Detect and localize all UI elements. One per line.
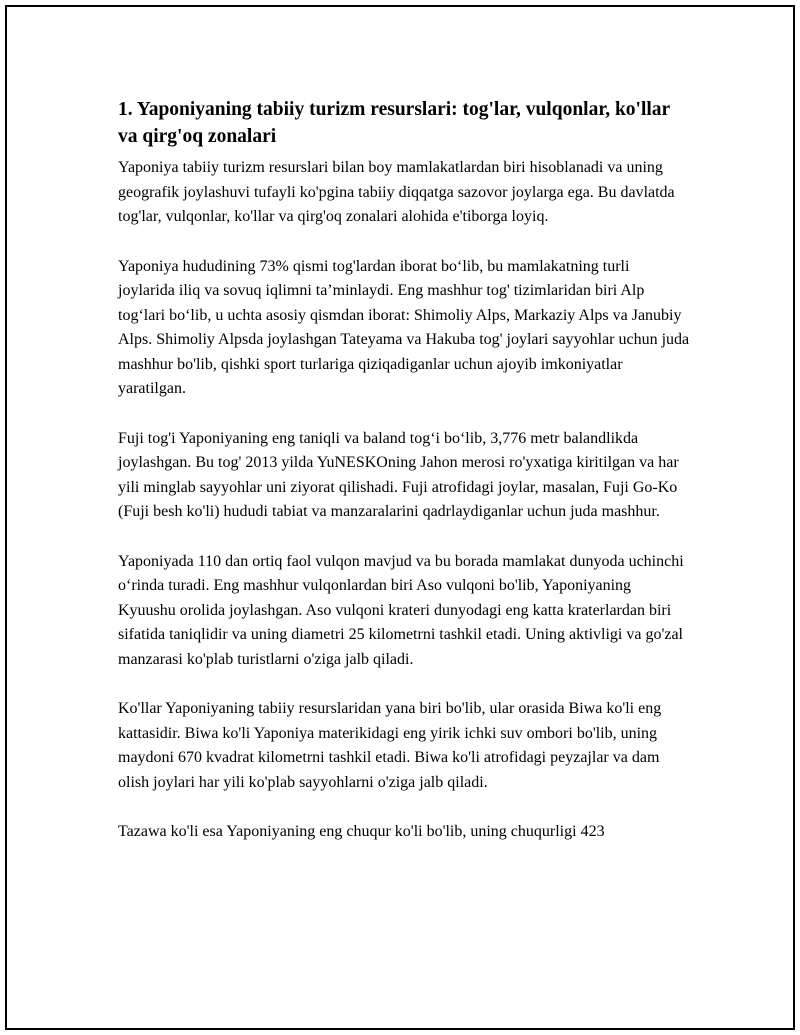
paragraph-volcanoes: Yaponiyada 110 dan ortiq faol vulqon mavjud va bu borada mamlakat dunyoda uchinchi o‘rinda turadi. Eng mashhur vulqonlardan biri Aso vulqoni bo'lib, Yaponiyaning Kyuushu orolida joylashgan. Aso vulqoni krateri dunyodagi eng katta kraterlardan biri sifatida taniqlidir va uning diametri 25 kilometrni tashkil etadi. Uning aktivligi va go'zal manzarasi ko'plab turistlarni o'ziga jalb qiladi.	[118, 552, 684, 668]
document-page	[5, 5, 795, 1030]
document-title: 1. Yaponiyaning tabiiy turizm resurslari: tog'lar, vulqonlar, ko'llar va qirg'oq zonalari	[118, 99, 670, 147]
paragraph-lake-tazawa: Tazawa ko'li esa Yaponiyaning eng chuqur ko'li bo'lib, uning chuqurligi 423	[118, 823, 605, 840]
paragraph-intro: Yaponiya tabiiy turizm resurslari bilan boy mamlakatlardan biri hisoblanadi va uning geografik joylashuvi tufayli ko'pgina tabiiy diqqatga sazovor joylarga ega. Bu davlatda tog'lar, vulqonlar, ko'llar va qirg'oq zonalari alohida e'tiborga loyiq.	[118, 159, 675, 225]
paragraph-mount-fuji: Fuji tog'i Yaponiyaning eng taniqli va baland tog‘i bo‘lib, 3,776 metr balandlikda joylashgan. Bu tog' 2013 yilda YuNESKOning Jahon merosi ro'yxatiga kiritilgan va har yili minglab sayyohlar uni ziyorat qilishadi. Fuji atrofidagi joylar, masalan, Fuji Go-Ko (Fuji besh ko'li) hududi tabiat va manzaralarini qadrlaydiganlar uchun juda mashhur.	[118, 429, 679, 520]
paragraph-lakes: Ko'llar Yaponiyaning tabiiy resurslaridan yana biri bo'lib, ular orasida Biwa ko'li eng kattasidir. Biwa ko'li Yaponiya materikidagi eng yirik ichki suv ombori bo'lib, uning maydoni 670 kvadrat kilometrni tashkil etadi. Biwa ko'li atrofidagi peyzajlar va dam olish joylari har yili ko'plab sayyohlarni o'ziga jalb qiladi.	[118, 700, 662, 791]
paragraph-mountains: Yaponiya hududining 73% qismi tog'lardan iborat bo‘lib, bu mamlakatning turli joylarida iliq va sovuq iqlimni ta’minlaydi. Eng mashhur tog' tizimlaridan biri Alp tog‘lari bo‘lib, u uchta asosiy qismdan iborat: Shimoliy Alps, Markaziy Alps va Janubiy Alps. Shimoliy Alpsda joylashgan Tateyama va Hakuba tog' joylari sayyohlar uchun juda mashhur bo'lib, qishki sport turlariga qiziqadiganlar uchun ajoyib imkoniyatlar yaratilgan.	[118, 257, 690, 397]
document-content	[118, 96, 690, 870]
